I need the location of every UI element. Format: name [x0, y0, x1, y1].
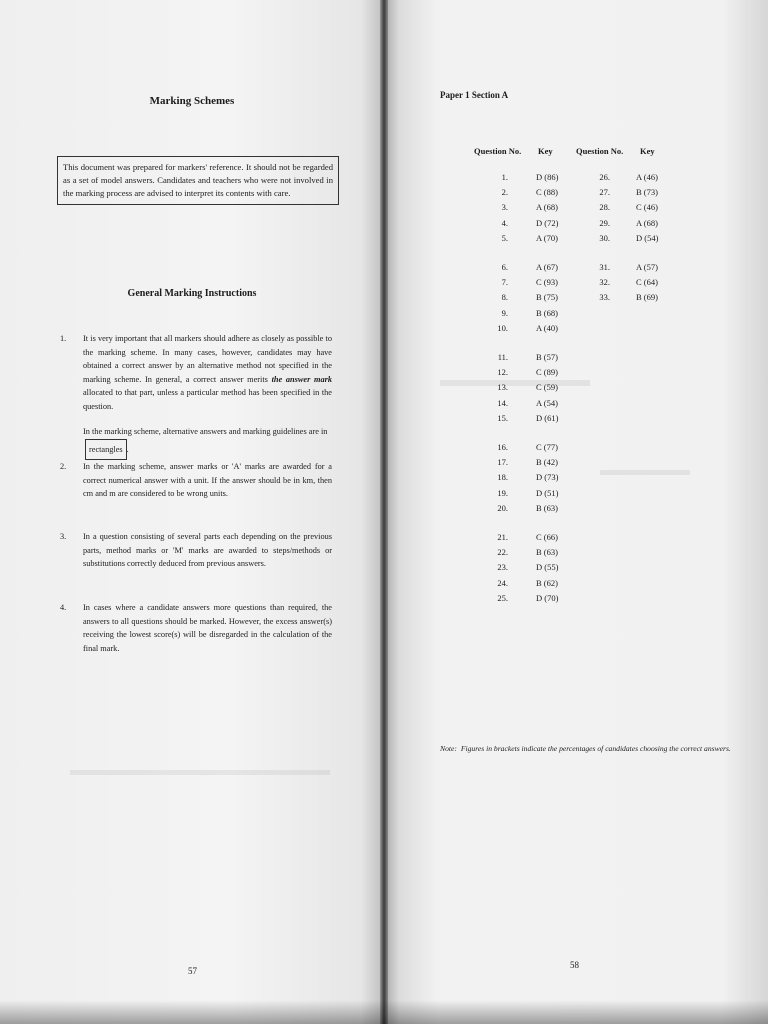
question-number: 15. — [497, 412, 508, 423]
answer-row — [468, 308, 698, 323]
answer-key: D (70) — [536, 592, 559, 603]
instruction-item — [60, 460, 332, 501]
answer-row — [468, 532, 698, 547]
answer-key: A (46) — [636, 172, 658, 182]
instruction-number: 4. — [60, 603, 67, 612]
question-number: 2. — [501, 187, 508, 198]
answer-row — [468, 172, 698, 187]
answer-row — [468, 262, 698, 277]
instruction-item — [60, 332, 332, 460]
column-header-question: Question No. — [474, 146, 522, 156]
instruction-number: 2. — [60, 462, 67, 471]
answer-key: D (86) — [536, 172, 559, 182]
answer-key: B (62) — [536, 577, 558, 588]
question-number: 24. — [497, 577, 508, 588]
answer-row — [468, 382, 698, 397]
instruction-text: In cases where a candidate answers more questions than required, the answers to all questions should be marked. However, the excess answer(s) receiving the lowest score(s) will be disregarded in the calculation of the final mark. — [83, 603, 332, 653]
question-number: 5. — [501, 232, 508, 243]
question-number: 13. — [497, 382, 508, 393]
answer-key: C (88) — [536, 187, 558, 198]
answer-key: A (67) — [536, 262, 558, 272]
column-header-key: Key — [640, 146, 655, 156]
answer-key: B (73) — [636, 187, 658, 198]
footnote — [440, 744, 731, 753]
instruction-number: 1. — [60, 334, 67, 343]
section-header: Paper 1 Section A — [440, 90, 509, 100]
answer-key: D (55) — [536, 562, 559, 573]
question-number: 30. — [599, 232, 610, 243]
question-number: 32. — [599, 277, 610, 288]
answer-row — [468, 202, 698, 217]
page-title: Marking Schemes — [149, 95, 235, 107]
question-number: 21. — [497, 532, 508, 542]
question-number: 26. — [599, 172, 610, 182]
instruction-text — [83, 332, 332, 413]
answer-key: C (59) — [536, 382, 558, 393]
answer-key: C (89) — [536, 367, 558, 378]
answer-row — [468, 323, 698, 338]
answer-key: B (69) — [636, 292, 658, 303]
question-number: 11. — [497, 352, 508, 362]
sub-note-end: . — [126, 444, 129, 454]
question-number: 29. — [599, 217, 610, 228]
answer-key: B (68) — [536, 307, 558, 318]
answer-key: B (57) — [536, 352, 558, 362]
answer-key: D (51) — [536, 487, 559, 498]
question-number: 25. — [497, 592, 508, 603]
answer-row — [468, 413, 698, 428]
question-number: 22. — [497, 547, 508, 558]
question-number: 28. — [599, 202, 610, 213]
instruction-text: In the marking scheme, answer marks or 'A' marks are awarded for a correct numerical answer with a unit. If the answer should be in km, then cm and m are considered to be wrong units. — [83, 462, 332, 498]
question-number: 14. — [497, 397, 508, 408]
answer-row — [468, 547, 698, 562]
answer-key: A (40) — [536, 322, 558, 333]
instruction-number: 3. — [60, 532, 67, 541]
instruction-text: In a question consisting of several parts each depending on the previous parts, method marks or 'M' marks are awarded to steps/methods or substitutions correctly deduced from previous answers. — [83, 532, 332, 568]
answer-row — [468, 472, 698, 487]
instruction-emphasis: the answer mark — [271, 374, 333, 384]
answer-row — [468, 367, 698, 382]
question-number: 6. — [501, 262, 508, 272]
answer-row — [468, 442, 698, 457]
question-number: 7. — [501, 277, 508, 288]
answer-key: A (57) — [636, 262, 658, 272]
answer-row — [468, 277, 698, 292]
answer-key: C (46) — [636, 202, 658, 213]
answer-key: D (72) — [536, 217, 559, 228]
scan-shadow — [0, 1000, 768, 1024]
answer-row — [468, 503, 698, 518]
answer-row — [468, 187, 698, 202]
question-number: 17. — [497, 457, 508, 468]
answer-row — [468, 578, 698, 593]
answer-key: A (68) — [536, 202, 558, 213]
question-number: 31. — [599, 262, 610, 272]
answer-row — [468, 398, 698, 413]
question-number: 1. — [501, 172, 508, 182]
answer-row — [468, 218, 698, 233]
bleed-through-mark — [70, 770, 330, 775]
answer-key: B (75) — [536, 292, 558, 303]
question-number: 4. — [501, 217, 508, 228]
section-heading: General Marking Instructions — [127, 288, 257, 299]
instruction-text-part: allocated to that part, unless a particular method has been specified in the question. — [83, 388, 332, 411]
question-number: 20. — [497, 502, 508, 513]
answer-row — [468, 593, 698, 608]
note-text: Figures in brackets indicate the percentages of candidates choosing the correct answers. — [460, 744, 731, 753]
answer-key: C (64) — [636, 277, 658, 288]
answer-key: A (68) — [636, 217, 658, 228]
answer-key: A (70) — [536, 232, 558, 243]
column-header-question: Question No. — [576, 146, 624, 156]
rectangle-example: rectangles — [85, 439, 127, 461]
question-number: 27. — [599, 187, 610, 198]
instruction-item — [60, 601, 332, 655]
instruction-text-part: It is very important that all markers should adhere as closely as possible to the marking scheme. In many cases, however, candidates may have obtained a correct answer by an alternative method not specified in the marking scheme. In general, a correct answer merits — [83, 334, 332, 384]
answer-key: D (73) — [536, 472, 559, 483]
note-label: Note: — [440, 744, 457, 753]
answer-row — [468, 457, 698, 472]
question-number: 23. — [497, 562, 508, 573]
answer-key: C (93) — [536, 277, 558, 288]
column-header-key: Key — [538, 146, 553, 156]
instruction-item — [60, 530, 332, 571]
question-number: 16. — [497, 442, 508, 452]
answer-key: C (66) — [536, 532, 558, 542]
answer-key: B (63) — [536, 547, 558, 558]
book-gutter — [380, 0, 388, 1024]
answer-row — [468, 488, 698, 503]
question-number: 3. — [501, 202, 508, 213]
answer-key: A (54) — [536, 397, 558, 408]
question-number: 8. — [501, 292, 508, 303]
question-number: 12. — [497, 367, 508, 378]
answer-key: B (42) — [536, 457, 558, 468]
answer-key: D (61) — [536, 412, 559, 423]
answer-key: D (54) — [636, 232, 659, 243]
question-number: 10. — [497, 322, 508, 333]
answer-row — [468, 562, 698, 577]
page-number: 57 — [188, 966, 197, 976]
answer-row — [468, 233, 698, 248]
disclaimer-box: This document was prepared for markers' reference. It should not be regarded as a set of model answers. Candidates and teachers who were not involved in the marking process are advised to interpret its contents with care. — [57, 156, 339, 205]
question-number: 33. — [599, 292, 610, 303]
page-number: 58 — [570, 960, 579, 970]
answer-key: B (63) — [536, 502, 558, 513]
answer-key: C (77) — [536, 442, 558, 452]
question-number: 9. — [501, 307, 508, 318]
question-number: 19. — [497, 487, 508, 498]
sub-note-text: In the marking scheme, alternative answers and marking guidelines are in — [83, 427, 328, 436]
answer-row — [468, 352, 698, 367]
instruction-sub-note — [83, 425, 332, 460]
question-number: 18. — [497, 472, 508, 483]
answer-row — [468, 292, 698, 307]
